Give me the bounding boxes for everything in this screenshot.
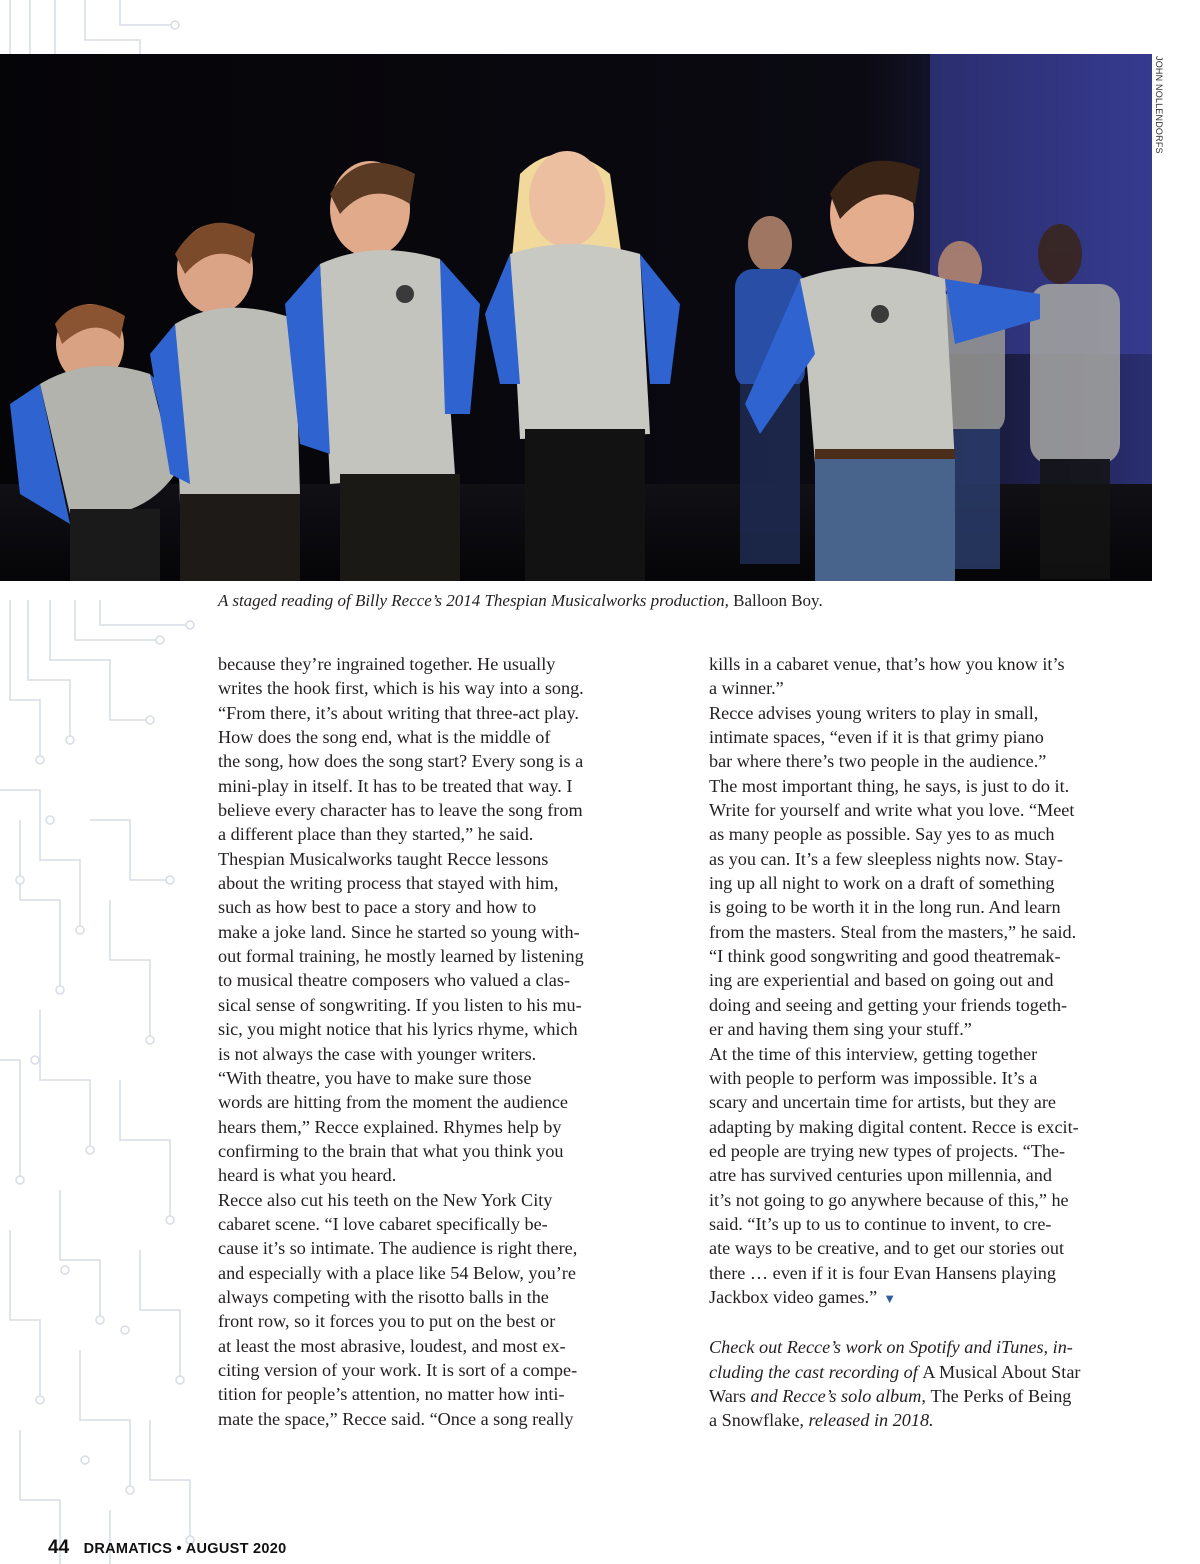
end-of-article-icon: ▼ xyxy=(883,1290,897,1306)
note-text: Check out Recce’s work on Spotify and iTunes, in- cluding the cast recording of xyxy=(709,1337,1073,1382)
caption-production-title: Balloon Boy. xyxy=(733,591,823,610)
photo-caption xyxy=(218,590,1118,612)
photo-credit: JOHN NOLLENDORFS xyxy=(1154,56,1164,154)
article-column-left xyxy=(218,652,663,1431)
caption-text: A staged reading of Billy Recce’s 2014 Thespian Musicalworks production, xyxy=(218,591,729,610)
note-album-title: A Musical About Star Wars xyxy=(709,1361,1081,1406)
paragraph: “With theatre, you have to make sure those words are hitting from the moment the audience hears them,” Recce explained. Rhymes help by confirming to the brain that what you think you heard is what you heard. xyxy=(218,1067,569,1186)
stage-photo-illustration xyxy=(0,54,1152,581)
publication-name: DRAMATICS • AUGUST 2020 xyxy=(83,1541,287,1557)
page-footer xyxy=(48,1537,287,1559)
paragraph: because they’re ingrained together. He usually writes the hook first, which is his way into a song. “From there, it’s about writing that three-act play. How does the song end, what is the middle of the song, how does the song start? Every song is a mini-play in itself. It has to be treated that way. I believe every character has to leave the song from a different place than they started,” he said. xyxy=(218,654,584,845)
paragraph xyxy=(709,1042,1154,1312)
stage-photo xyxy=(0,54,1152,581)
note-text: and Recce’s solo album, xyxy=(745,1385,931,1406)
paragraph: Thespian Musicalworks taught Recce lessons about the writing process that stayed with him, such as how best to pace a story and how to make a joke land. Since he started so young with- out formal training, he mostly learned by listening to musical theatre composers who valued a clas- sical sense of songwriting. If you listen to his mu- sic, you might notice that his lyrics rhyme, which is not always the case with younger writers. xyxy=(218,848,584,1064)
paragraph: Recce advises young writers to play in small, intimate spaces, “even if it is that grimy piano bar where there’s two people in the audience.” The most important thing, he says, is just to do it. Write for yourself and write what you love. “Meet as many people as possible. Say yes to as much as you can. It’s a few sleepless nights now. Stay- ing up all night to work on a draft of something is going to be worth it in the long run. And learn from the masters. Steal from the masters,” he said. “I think good songwriting and good theatremak- ing are experiential and based on going out and doing and seeing and getting your friends togeth- er and having them sing your stuff.” xyxy=(709,702,1077,1040)
note-album-title: The Perks of Being a Snowflake xyxy=(709,1385,1072,1431)
note-text: , released in 2018. xyxy=(799,1410,934,1431)
page-number: 44 xyxy=(48,1537,70,1558)
paragraph: kills in a cabaret venue, that’s how you know it’s a winner.” xyxy=(709,654,1065,699)
author-note xyxy=(709,1335,1154,1432)
paragraph: Recce also cut his teeth on the New York City cabaret scene. “I love cabaret specifically be- cause it’s so intimate. The audience is right there, and especially with a place like 54 Below, you’re always competing with the risotto balls in the front row, so it forces you to put on the best or at least the most abrasive, loudest, and most ex- citing version of your work. It is sort of a compe- tition for people’s attention, no matter how inti- mate the space,” Recce said. “Once a song really xyxy=(218,1189,578,1429)
paragraph-text: At the time of this interview, getting together with people to perform was impossible. It’s a scary and uncertain time for artists, but they are adapting by making digital content. Recce is excit- ed people are trying new types of projects. “The- atre has survived centuries upon millennia, and it’s not going to go anywhere because of this,” he said. “It’s up to us to continue to invent, to cre- ate ways to be creative, and to get our stories out there … even if it is four Evan Hansens playing Jackbox video games.” xyxy=(709,1043,1079,1307)
article-column-right xyxy=(709,652,1154,1433)
